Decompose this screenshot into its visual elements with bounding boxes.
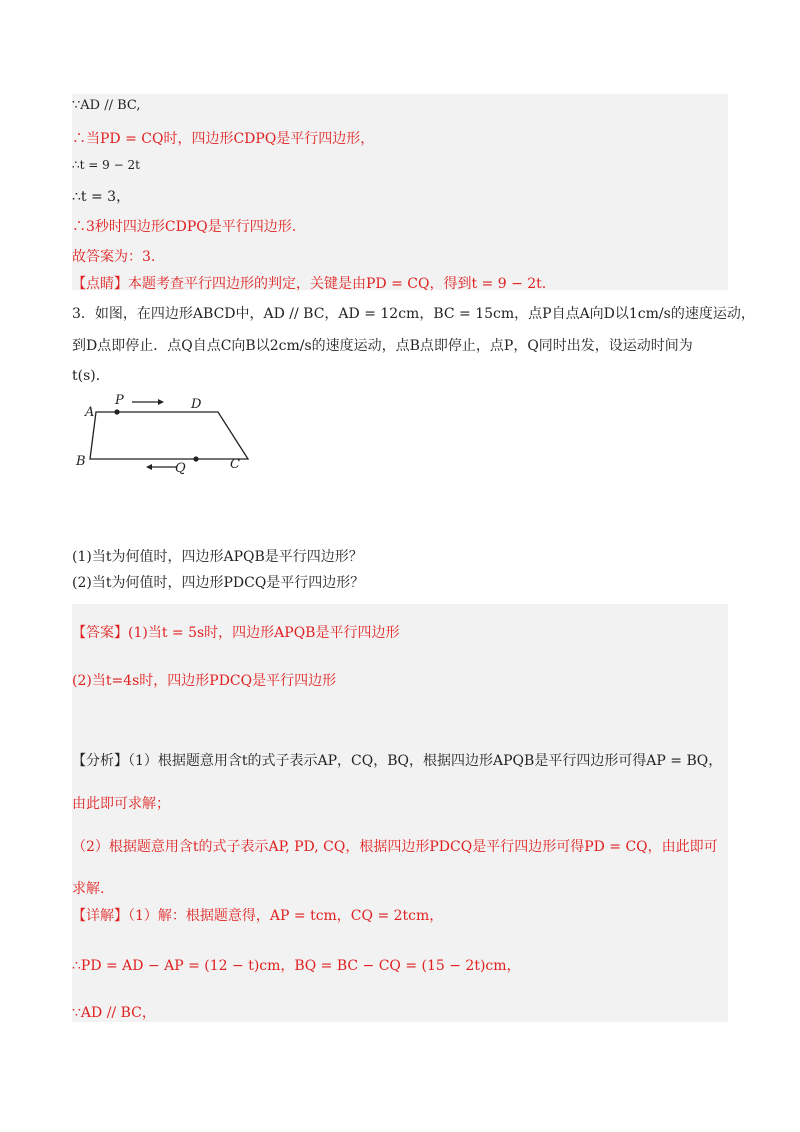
key-point-line: 【点睛】本题考查平行四边形的判定，关键是由PD = CQ，得到t = 9 − 2t. [72, 276, 547, 292]
solution-line: ∴当PD = CQ时，四边形CDPQ是平行四边形， [72, 131, 375, 147]
arrow-left-head [146, 464, 152, 470]
solution-line: ∴t = 3， [72, 189, 131, 205]
analysis-line: 由此即可求解； [72, 796, 170, 812]
label-a: A [85, 405, 95, 420]
label-b: B [76, 454, 86, 469]
solution-line: ∴3秒时四边形CDPQ是平行四边形. [72, 219, 297, 235]
analysis-line: 【分析】（1）根据题意用含t的式子表示AP，CQ，BQ，根据四边形APQB是平行四边形可得AP = BQ， [72, 753, 723, 769]
solution-line: ∵AD // BC, [72, 98, 141, 113]
problem-statement-line: t(s)． [72, 368, 110, 384]
analysis-line: 求解. [72, 881, 105, 897]
solution-block-prev [72, 94, 728, 290]
label-p: P [115, 393, 124, 408]
analysis-line: （2）根据题意用含t的式子表示AP, PD, CQ，根据四边形PDCQ是平行四边形可得PD = CQ，由此即可 [72, 839, 718, 855]
solution-line: ∴t = 9 − 2t [72, 158, 140, 172]
point-q [193, 456, 198, 461]
problem-statement-line: 到D点即停止．点Q自点C向B以2cm/s的速度运动，点B点即停止，点P，Q同时出发，设运动时间为 [72, 338, 693, 354]
point-p [114, 409, 119, 414]
detail-line: 【详解】（1）解：根据题意得，AP = tcm，CQ = 2tcm， [72, 908, 444, 924]
trapezoid-abcd [90, 412, 248, 459]
trapezoid-figure [72, 390, 252, 480]
detail-line: ∵AD // BC， [72, 1005, 156, 1021]
answer-line: 【答案】(1)当t = 5s时，四边形APQB是平行四边形 [72, 625, 400, 641]
answer-line: (2)当t=4s时，四边形PDCQ是平行四边形 [72, 673, 337, 689]
detail-line: ∴PD = AD − AP = (12 − t)cm，BQ = BC − CQ = (15 − 2t)cm， [72, 958, 521, 974]
label-d: D [191, 397, 202, 412]
label-q: Q [175, 461, 186, 476]
arrow-right-head [158, 399, 164, 405]
label-c: C [230, 457, 240, 472]
problem-statement-line: 3．如图，在四边形ABCD中，AD // BC，AD = 12cm，BC = 15cm，点P自点A向D以1cm/s的速度运动， [72, 306, 755, 322]
question-2: (2)当t为何值时，四边形PDCQ是平行四边形？ [72, 575, 365, 591]
solution-line: 故答案为：3. [72, 249, 156, 265]
question-1: (1)当t为何值时，四边形APQB是平行四边形？ [72, 549, 363, 565]
